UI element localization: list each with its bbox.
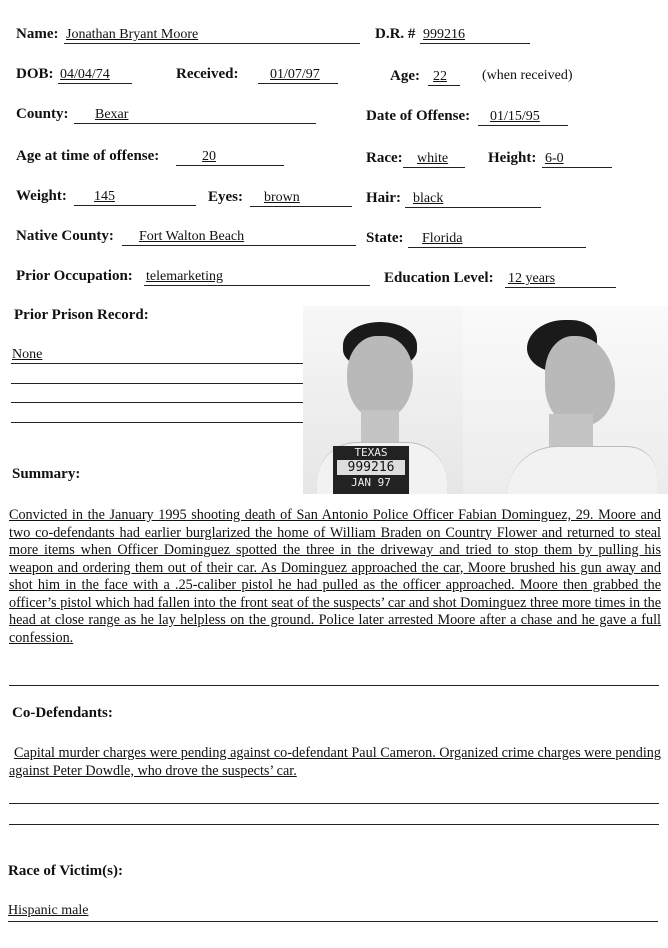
height-value: 6-0: [545, 151, 564, 166]
offense-date-underline: [478, 125, 568, 126]
prior-record-line-4: [11, 422, 305, 423]
prior-occupation-label: Prior Occupation:: [16, 268, 133, 284]
victim-underline: [8, 921, 658, 922]
hair-underline: [405, 207, 541, 208]
prior-occupation-underline: [144, 285, 370, 286]
age-underline: [428, 85, 460, 86]
dob-value: 04/04/74: [60, 67, 110, 82]
height-underline: [542, 167, 612, 168]
county-label: County:: [16, 106, 69, 122]
dob-underline: [58, 83, 132, 84]
eyes-underline: [250, 206, 352, 207]
summary-text: Convicted in the January 1995 shooting death of San Antonio Police Officer Fabian Dominguez, 29. Moore and two co-defendants had earlier burglarized the home of William Braden on Country Flower and returned to steal more items when Officer Dominguez spotted the three in the driveway and tried to stop them by pulling his weapon and ordering them out of their car. As Dominguez approached the car, Moore brushed his gun away and shot him in the face with a .25-caliber pistol he had pulled as the officer approached. Moore then grabbed the officer’s pistol which had fallen into the front seat of the suspects’ car and shot Dominguez three more times in the head at close range as he lay helpless on the ground. Police later arrested Moore after a chase and he gave a full confession.: [9, 507, 661, 646]
weight-underline: [74, 205, 196, 206]
profile-face-shape: [545, 336, 615, 426]
dr-value: 999216: [423, 27, 465, 42]
eyes-label: Eyes:: [208, 189, 243, 205]
weight-label: Weight:: [16, 188, 67, 204]
id-board-number: 999216: [337, 460, 405, 475]
mugshot-profile: [463, 306, 668, 494]
prior-record-value: None: [12, 347, 43, 362]
id-board: [333, 446, 409, 494]
received-label: Received:: [176, 66, 239, 82]
name-label: Name:: [16, 26, 59, 42]
education-label: Education Level:: [384, 270, 494, 286]
name-value: Jonathan Bryant Moore: [66, 27, 199, 42]
codefendants-heading: Co-Defendants:: [12, 705, 113, 721]
age-offense-label: Age at time of offense:: [16, 148, 160, 164]
county-underline: [74, 123, 316, 124]
race-value: white: [417, 151, 449, 166]
profile-shirt-shape: [507, 446, 657, 494]
victim-value: Hispanic male: [8, 903, 89, 918]
race-label: Race:: [366, 150, 403, 166]
height-label: Height:: [488, 150, 537, 166]
dob-label: DOB:: [16, 66, 54, 82]
prior-record-line-1: [11, 363, 305, 364]
codefendants-text: Capital murder charges were pending against co-defendant Paul Cameron. Organized crime charges were pending against Peter Dowdle, who drove the suspects’ car.: [9, 745, 661, 779]
received-value: 01/07/97: [270, 67, 320, 82]
education-underline: [505, 287, 616, 288]
race-underline: [403, 167, 465, 168]
prior-record-line-3: [11, 402, 305, 403]
education-value: 12 years: [508, 271, 556, 286]
age-offense-value: 20: [202, 149, 216, 164]
native-county-underline: [122, 245, 356, 246]
received-underline: [258, 83, 338, 84]
state-value: Florida: [422, 231, 463, 246]
victim-heading: Race of Victim(s):: [8, 863, 123, 879]
prior-record-line-2: [11, 383, 305, 384]
hair-value: black: [413, 191, 444, 206]
state-underline: [408, 247, 586, 248]
offense-date-label: Date of Offense:: [366, 108, 471, 124]
codefendants-line-2: [9, 824, 659, 825]
state-label: State:: [366, 230, 404, 246]
id-board-top: TEXAS: [354, 446, 388, 459]
when-received-note: (when received): [482, 68, 573, 83]
dr-underline: [420, 43, 530, 44]
summary-extra-line: [9, 685, 659, 686]
name-underline: [64, 43, 360, 44]
weight-value: 145: [94, 189, 115, 204]
offense-date-value: 01/15/95: [490, 109, 540, 124]
id-board-bottom: JAN 97: [351, 476, 391, 489]
native-county-value: Fort Walton Beach: [139, 229, 245, 244]
eyes-value: brown: [264, 190, 300, 205]
mugshot-front: [303, 306, 463, 494]
summary-heading: Summary:: [12, 466, 81, 482]
native-county-label: Native County:: [16, 228, 114, 244]
front-face-shape: [347, 336, 413, 420]
age-value: 22: [433, 69, 447, 84]
prior-record-label: Prior Prison Record:: [14, 307, 149, 323]
dr-label: D.R. #: [375, 26, 416, 42]
hair-label: Hair:: [366, 190, 401, 206]
age-label: Age:: [390, 68, 420, 84]
codefendants-line-1: [9, 803, 659, 804]
prior-occupation-value: telemarketing: [146, 269, 223, 284]
county-value: Bexar: [95, 107, 129, 122]
age-offense-underline: [176, 165, 284, 166]
